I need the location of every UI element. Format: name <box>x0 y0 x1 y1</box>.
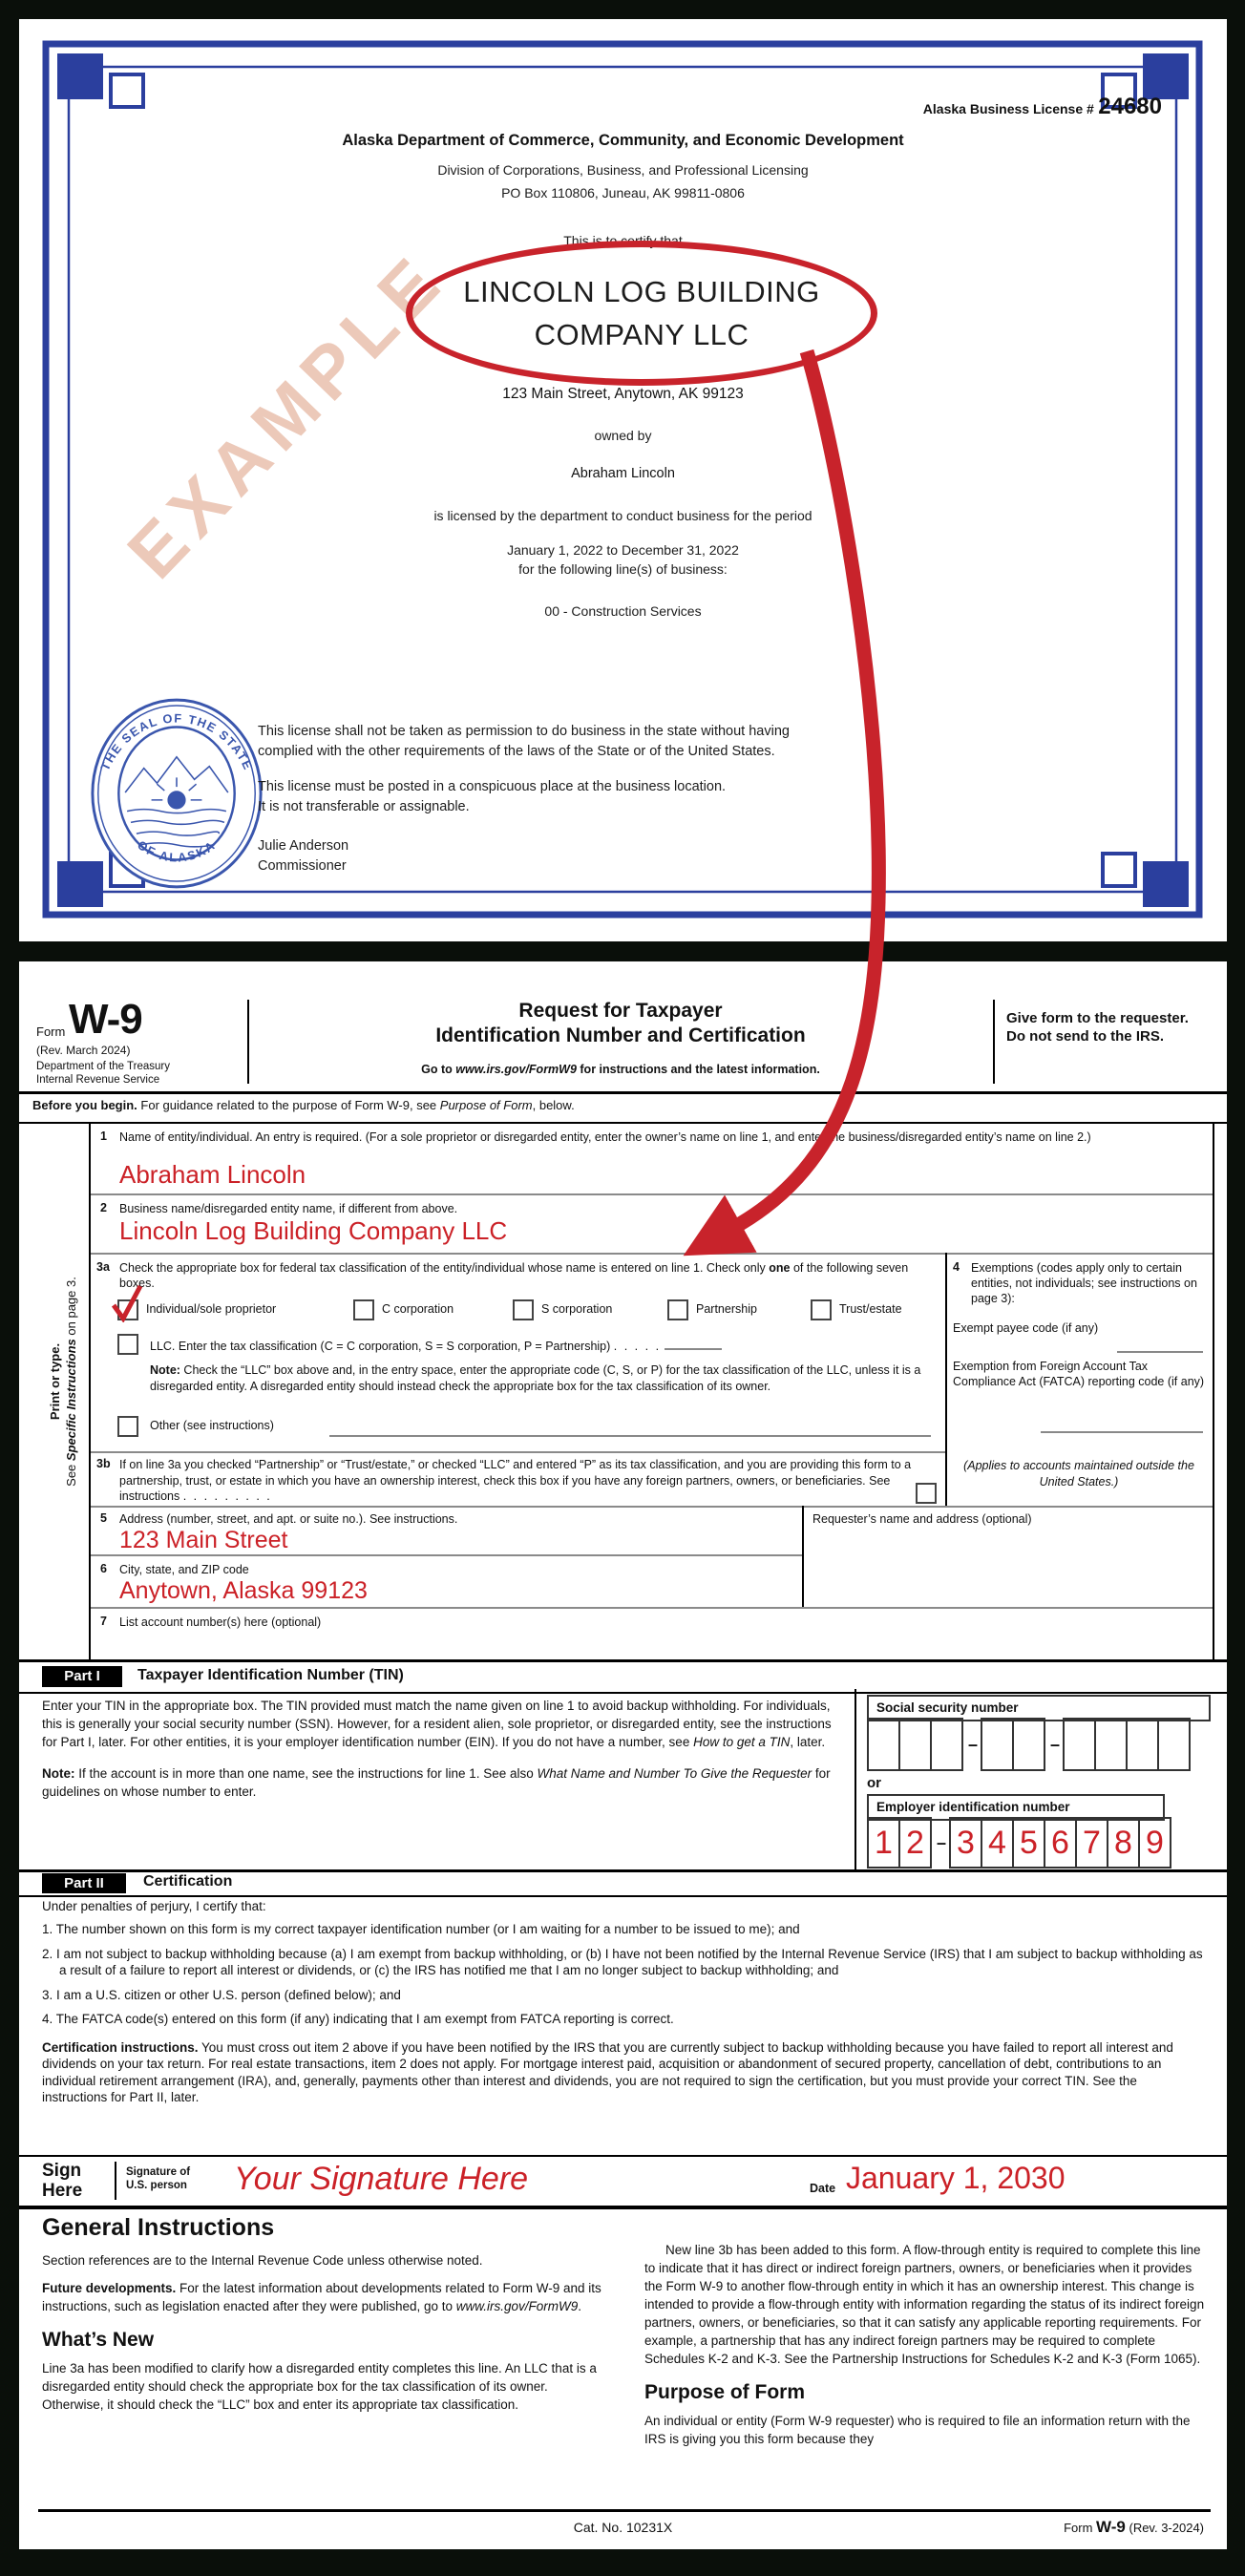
exempt-payee-label: Exempt payee code (if any) <box>953 1321 1099 1335</box>
certify-intro: Under penalties of perjury, I certify that: <box>42 1899 266 1913</box>
form-revision: (Rev. March 2024) <box>36 1044 131 1057</box>
other-label: Other (see instructions) <box>150 1419 274 1432</box>
ssn-boxes[interactable] <box>869 1720 1191 1769</box>
part1-note-italic: What Name and Number To Give the Requester <box>537 1766 812 1781</box>
new-line3b-paragraph: New line 3b has been added to this form. A flow-through entity is required to complete this line to indicate that it has direct or indirect foreign partners, owners, or beneficiaries when it provides the Form W-9 to another flow-through entity in which it has an ownership interest. This change is intended to provide a flow-through entity with information regarding the status of its indirect foreign partners, owners, or beneficiaries, so that it can satisfy any applicable reporting requirements. For example, a partnership that has any indirect foreign partners may be required to complete Schedules K-2 and K-3. See the Partnership Instructions for Schedules K-2 and K-3 (Form 1065). <box>644 2243 1205 2366</box>
ssn-digit-box[interactable] <box>981 1718 1014 1771</box>
sign-here-label <box>42 2161 82 2201</box>
sidebar-line2-italic: Specific Instructions <box>64 1339 78 1462</box>
checkbox-trust-estate-label: Trust/estate <box>839 1302 902 1316</box>
ssn-dash: – <box>968 1734 979 1754</box>
sign-divider <box>115 2162 116 2200</box>
row6-divider <box>91 1607 1213 1609</box>
certify-item-3: 3. I am a U.S. citizen or other U.S. person (defined below); and <box>42 1987 401 2002</box>
purpose-paragraph: An individual or entity (Form W-9 requester) who is required to file an information return with the IRS is giving you this form because they <box>644 2414 1191 2446</box>
row3a-divider <box>91 1451 945 1453</box>
signature-of-label <box>126 2165 190 2192</box>
certify-item-1: 1. The number shown on this form is my correct taxpayer identification number (or I am waiting for a number to be issued to me); and <box>42 1922 800 1936</box>
certification-instructions <box>42 2039 1205 2106</box>
before-italic: Purpose of Form <box>439 1098 533 1112</box>
part1-bar <box>19 1659 1227 1694</box>
notice-1: This license shall not be taken as permission to do business in the state without having complied with the other requirements of the laws of the State or of the United States. <box>258 724 790 759</box>
company-address: 123 Main Street, Anytown, AK 99123 <box>502 386 744 402</box>
ssn-digit-box[interactable] <box>898 1718 932 1771</box>
part1-body-post: , later. <box>790 1735 826 1749</box>
or-label: or <box>867 1775 881 1791</box>
llc-line <box>150 1337 722 1353</box>
llc-note-label: Note: <box>150 1363 180 1377</box>
tin-divider <box>855 1689 856 1869</box>
row5-label: Address (number, street, and apt. or suite no.). See instructions. <box>119 1512 458 1526</box>
ein-digit-box[interactable]: 1 <box>867 1817 900 1869</box>
part2-body <box>42 1899 1205 2106</box>
certification-instructions-label: Certification instructions. <box>42 2039 199 2055</box>
row3a-label-pre: Check the appropriate box for federal tax classification of the entity/individual whose name is entered on line 1. Check only <box>119 1261 770 1275</box>
ssn-label-box: Social security number <box>867 1695 1211 1721</box>
llc-dots: . . . . . <box>613 1340 662 1353</box>
ssn-digit-box[interactable] <box>1157 1718 1191 1771</box>
license-notices <box>258 722 802 876</box>
part2-bar <box>19 1869 1227 1897</box>
row3a-number: 3a <box>96 1260 110 1274</box>
exempt-payee-line <box>953 1320 1205 1336</box>
fatca-entry[interactable] <box>1041 1420 1203 1433</box>
footer-form-revision: (Rev. 3-2024) <box>1129 2521 1204 2535</box>
commissioner-name: Julie Anderson <box>258 838 349 854</box>
line3a-paragraph: Line 3a has been modified to clarify how a disregarded entity completes this line. An LLC that is a disregarded entity should check the appropriate box for the tax classification of its owner. Otherwise, it should check the “LLC” box and enter its appropriate tax classification. <box>42 2361 597 2412</box>
llc-note <box>150 1362 925 1394</box>
checkbox-c-corporation[interactable] <box>353 1299 374 1320</box>
agency-line2: Internal Revenue Service <box>36 1074 160 1086</box>
certify-item-2: 2. I am not subject to backup withholding because (a) I am exempt from backup withholding, or (b) I have not been notified by the Internal Revenue Service (IRS) that I am subject to backup withholding as a result of a failure to report all interest or dividends, or (c) the IRS has notified me that I am no longer subject to backup withholding; and <box>42 1946 1203 1977</box>
row1-number: 1 <box>100 1130 107 1143</box>
signature-of-line2: U.S. person <box>126 2180 187 2191</box>
company-name-oval <box>406 241 877 386</box>
requester-divider <box>802 1506 804 1607</box>
business-license-certificate <box>19 19 1227 941</box>
instructions-right-column <box>644 2241 1210 2458</box>
row3a-label <box>119 1260 931 1291</box>
print-or-type-sidebar <box>36 1210 90 1553</box>
checkbox-foreign-partners[interactable] <box>916 1483 937 1504</box>
checkbox-individual-label: Individual/sole proprietor <box>146 1302 277 1316</box>
part1-body <box>42 1697 834 1801</box>
seal-text-bottom: OF ALASKA <box>135 837 219 865</box>
future-developments-url: www.irs.gov/FormW9 <box>455 2299 579 2313</box>
row2-number: 2 <box>100 1201 107 1214</box>
whats-new-heading: What’s New <box>42 2329 155 2351</box>
future-developments-period: . <box>578 2299 582 2313</box>
row2-label: Business name/disregarded entity name, if different from above. <box>119 1202 458 1215</box>
purpose-of-form-heading: Purpose of Form <box>644 2381 806 2403</box>
city-state-zip-field[interactable]: Anytown, Alaska 99123 <box>119 1577 368 1604</box>
checkbox-s-corporation-label: S corporation <box>541 1302 613 1316</box>
business-line: 00 - Construction Services <box>544 603 702 619</box>
sidebar-line2-suffix: on page 3. <box>64 1277 78 1340</box>
footer-rule <box>38 2509 1211 2512</box>
llc-label: LLC. Enter the tax classification (C = C corporation, S = S corporation, P = Partnership) <box>150 1340 611 1353</box>
header-divider-right <box>993 1000 995 1084</box>
license-department: Alaska Department of Commerce, Community, and Economic Development <box>342 132 904 149</box>
part1-body-italic: How to get a TIN <box>693 1735 791 1749</box>
owner-name: Abraham Lincoln <box>571 466 675 481</box>
ssn-digit-box[interactable] <box>1012 1718 1045 1771</box>
part1-badge: Part I <box>42 1666 122 1687</box>
license-division: Division of Corporations, Business, and Professional Licensing <box>437 162 809 178</box>
date-field[interactable]: January 1, 2030 <box>846 2161 1066 2195</box>
address-field[interactable]: 123 Main Street <box>119 1527 288 1553</box>
goto-url: www.irs.gov/FormW9 <box>455 1063 577 1076</box>
goto-line <box>248 1063 993 1076</box>
row4-label: Exemptions (codes apply only to certain entities, not individuals; see instructions on page 3): <box>971 1261 1197 1305</box>
applies-note: (Applies to accounts maintained outside the United States.) <box>963 1459 1194 1489</box>
before-text: For guidance related to the purpose of Form W-9, see <box>137 1098 440 1112</box>
part2-title: Certification <box>143 1873 233 1890</box>
license-number-line <box>923 94 1162 120</box>
form-number: W-9 <box>69 996 142 1043</box>
row3a-label-bold: one <box>769 1261 791 1275</box>
ein-digit-box[interactable]: 7 <box>1075 1817 1108 1869</box>
checkbox-other[interactable] <box>117 1416 138 1437</box>
seal-text-top: THE SEAL OF THE STATE <box>97 710 256 773</box>
row7-number: 7 <box>100 1615 107 1628</box>
part1-body-pre: Enter your TIN in the appropriate box. The TIN provided must match the name given on line 1 to avoid backup withholding. For individuals, this is generally your social security number (SSN). However, for a resident alien, sole proprietor, or disregarded entity, see the instructions for Part I, later. For other entities, it is your employer identification number (EIN). If you do not have a number, see <box>42 1699 832 1749</box>
ssn-digit-box[interactable] <box>930 1718 963 1771</box>
date-label: Date <box>810 2182 836 2195</box>
part1-note-label: Note: <box>42 1766 75 1781</box>
sidebar-line2 <box>63 1277 79 1487</box>
ssn-digit-box[interactable] <box>1063 1718 1096 1771</box>
license-number-label: Alaska Business License # <box>922 101 1094 116</box>
footer-form-number: W-9 <box>1096 2518 1126 2536</box>
goto-suffix: for instructions and the latest information. <box>576 1063 820 1076</box>
here-word: Here <box>42 2181 83 2201</box>
agency-line1: Department of the Treasury <box>36 1061 170 1072</box>
part1-note <box>42 1764 834 1801</box>
row3b-text <box>119 1457 912 1505</box>
company-name-line2: COMPANY LLC <box>534 318 749 351</box>
part1-title: Taxpayer Identification Number (TIN) <box>137 1667 404 1683</box>
row3a-label-post: of the following seven boxes. <box>119 1261 909 1290</box>
ssn-digit-box[interactable] <box>867 1718 900 1771</box>
notice-2-line1: This license must be posted in a conspicuous place at the business location. <box>258 779 727 794</box>
licensed-text: is licensed by the department to conduct business for the period <box>433 508 812 523</box>
checkbox-llc[interactable] <box>117 1334 138 1355</box>
signature-field[interactable]: Your Signature Here <box>234 2161 529 2197</box>
before-you-begin <box>32 1098 575 1112</box>
row3b-divider <box>91 1506 1213 1508</box>
license-number-value: 24680 <box>1098 94 1162 119</box>
sign-word: Sign <box>42 2161 82 2181</box>
row2-divider <box>91 1253 1213 1255</box>
part1-note-post: for guidelines on whose number to enter. <box>42 1766 831 1799</box>
footer-form-word: Form <box>1064 2521 1093 2535</box>
ssn-dash: – <box>1050 1734 1061 1754</box>
row3b-body: If on line 3a you checked “Partnership” or “Trust/estate,” or checked “LLC” and entered “P” as its tax classification, and you are providing this form to a partnership, trust, or estate in which you have an ownership interest, check this box if you have any foreign partners, owners, or beneficiaries. See instructions <box>119 1458 912 1503</box>
llc-note-text: Check the “LLC” box above and, in the entry space, enter the appropriate code (C, S, or P) for the tax classification of the LLC, unless it is a disregarded entity. A disregarded entity should instead check the appropriate box for the tax classification of its owner. <box>150 1363 921 1393</box>
section-references: Section references are to the Internal Revenue Code unless otherwise noted. <box>42 2253 483 2268</box>
other-entry-line[interactable] <box>329 1424 931 1437</box>
w9-field-rows <box>89 1122 1214 1659</box>
before-label: Before you begin. <box>32 1098 137 1112</box>
ein-label-box: Employer identification number <box>867 1794 1165 1821</box>
row1-divider <box>91 1193 1213 1195</box>
form-title-line2: Identification Number and Certification <box>435 1024 806 1046</box>
form-title-line1: Request for Taxpayer <box>518 1000 723 1022</box>
give-form-note: Give form to the requester. Do not send to the IRS. <box>1006 1010 1189 1045</box>
future-developments-label: Future developments. <box>42 2281 177 2295</box>
ein-digit-box[interactable]: 9 <box>1138 1817 1171 1869</box>
sidebar-line2-prefix: See <box>64 1461 78 1487</box>
ein-digit-box[interactable]: 4 <box>981 1817 1014 1869</box>
sidebar-line1: Print or type. <box>48 1342 62 1421</box>
certification-instructions-text: You must cross out item 2 above if you have been notified by the IRS that you are currently subject to backup withholding because you have failed to report all interest and dividends on your tax return. For real estate transactions, item 2 does not apply. For mortgage interest paid, acquisition or abandonment of secured property, cancellation of debt, contributions to an individual retirement arrangement (IRA), and, generally, payments other than interest and dividends, you are not required to sign the certification, but you must provide your correct TIN. See the instructions for Part II, later. <box>42 2039 1173 2104</box>
row5-divider <box>91 1554 802 1556</box>
goto-prefix: Go to <box>421 1063 456 1076</box>
commissioner-title: Commissioner <box>258 858 347 874</box>
row1-label: Name of entity/individual. An entry is required. (For a sole proprietor or disregarded entity, enter the owner’s name on line 1, and enter the business/disregarded entity’s name on line 2.) <box>119 1130 1091 1144</box>
notice-2-line2: It is not transferable or assignable. <box>258 799 470 814</box>
requester-label: Requester’s name and address (optional) <box>812 1512 1032 1526</box>
cat-number: Cat. No. 10231X <box>573 2520 673 2535</box>
exempt-payee-entry[interactable] <box>1117 1340 1203 1353</box>
w9-header <box>19 961 1227 1094</box>
form-word: Form <box>36 1024 66 1039</box>
footer-form-id <box>1064 2518 1204 2537</box>
row3b-dots: . . . . . . . . . <box>182 1489 272 1503</box>
checkmark-icon <box>110 1282 144 1322</box>
license-period-suffix: for the following line(s) of business: <box>518 561 728 577</box>
before-suffix: , below. <box>532 1098 575 1112</box>
example-watermark: EXAMPLE <box>112 237 461 594</box>
fatca-label: Exemption from Foreign Account Tax Compliance Act (FATCA) reporting code (if any) <box>953 1360 1205 1388</box>
license-period: January 1, 2022 to December 31, 2022 <box>507 542 739 558</box>
company-name-line1: LINCOLN LOG BUILDING <box>463 275 820 308</box>
row7-label: List account number(s) here (optional) <box>119 1615 322 1629</box>
checkbox-partnership[interactable] <box>667 1299 688 1320</box>
part2-badge: Part II <box>42 1873 126 1893</box>
general-instructions-heading: General Instructions <box>42 2214 275 2241</box>
future-developments <box>42 2279 601 2315</box>
checkbox-s-corporation[interactable] <box>513 1299 534 1320</box>
ein-digit-box[interactable]: 5 <box>1012 1817 1045 1869</box>
future-developments-text: For the latest information about developments related to Form W-9 and its instructions, such as legislation enacted after they were published, go to <box>42 2281 601 2313</box>
part1-note-pre: If the account is in more than one name, see the instructions for line 1. See also <box>74 1766 538 1781</box>
owned-by-label: owned by <box>594 428 652 443</box>
ssn-digit-box[interactable] <box>1126 1718 1159 1771</box>
business-name-field[interactable]: Lincoln Log Building Company LLC <box>119 1216 508 1245</box>
signature-of-line1: Signature of <box>126 2166 191 2178</box>
alaska-state-seal-icon <box>88 695 265 892</box>
sign-row <box>19 2155 1227 2209</box>
row6-number: 6 <box>100 1562 107 1575</box>
row4-number: 4 <box>953 1260 960 1274</box>
ssn-digit-box[interactable] <box>1094 1718 1128 1771</box>
ein-digit-box[interactable]: 2 <box>898 1817 932 1869</box>
instructions-left-column <box>42 2214 601 2423</box>
ein-digit-box[interactable]: 8 <box>1107 1817 1140 1869</box>
certify-item-4: 4. The FATCA code(s) entered on this form (if any) indicating that I am exempt from FATCA reporting is correct. <box>42 2012 674 2026</box>
checkbox-trust-estate[interactable] <box>811 1299 832 1320</box>
ein-dash: – <box>937 1832 947 1852</box>
checkbox-c-corporation-label: C corporation <box>382 1302 454 1316</box>
ein-digit-box[interactable]: 3 <box>949 1817 982 1869</box>
form-w9 <box>19 961 1227 2549</box>
license-po-box: PO Box 110806, Juneau, AK 99811-0806 <box>501 185 745 201</box>
row6-label: City, state, and ZIP code <box>119 1563 249 1576</box>
row5-number: 5 <box>100 1511 107 1525</box>
ein-digit-box[interactable]: 6 <box>1044 1817 1077 1869</box>
llc-classification-entry[interactable] <box>665 1337 722 1350</box>
exemptions-divider <box>945 1253 947 1506</box>
ein-boxes[interactable] <box>869 1819 1171 1867</box>
checkbox-partnership-label: Partnership <box>696 1302 757 1316</box>
name-field[interactable]: Abraham Lincoln <box>119 1160 306 1189</box>
row3b-number: 3b <box>96 1457 111 1470</box>
license-certify-line: This is to certify that <box>563 233 683 248</box>
